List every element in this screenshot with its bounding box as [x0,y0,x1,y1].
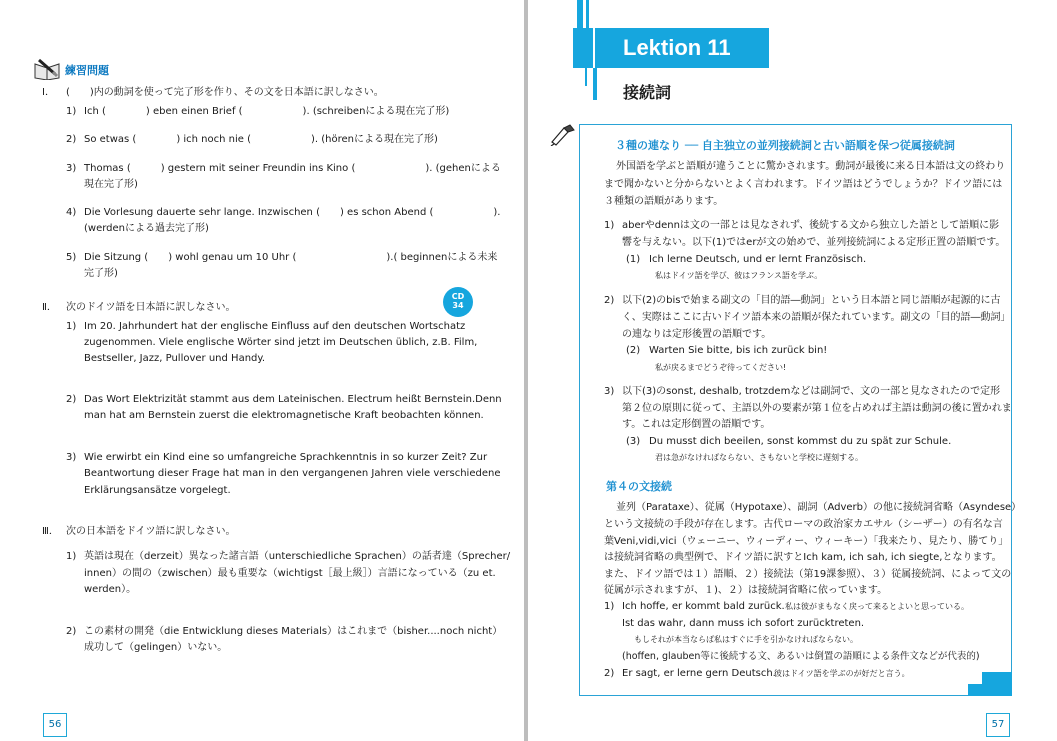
page-number: 56 [43,713,67,737]
section-instruction: 次の日本語をドイツ語に訳しなさい。 [66,526,236,537]
item-line: Thomas ( ) gestern mit seiner Freundin ins Kino ( ). (gehenによる [84,163,501,174]
item-number: 3) [66,163,77,174]
point-line: 第２位の原則に従って、主語以外の要素が第１位を占めれば主語は動詞の後に置かれま [622,403,1012,414]
item-line: Im 20. Jahrhundert hat der englische Einfluss auf den deutschen Wortschatz [84,321,466,332]
box-heading: ３種の連なり ── 自主独立の並列接続詞と古い語順を保つ従属接続詞 [615,139,955,152]
example-translation: 私は彼がまもなく戻って来るとよいと思っている。 [785,602,969,611]
item-line: Beantwortung dieser Frage hat man in den vergangenen Jahren viele verschiedene [84,468,501,479]
item-line: 現在完了形) [84,179,138,190]
item-line: So etwas ( ) ich noch nie ( ). (hörenによる現在完了形) [84,134,438,145]
example-translation: 私が戻るまでどうぞ待ってください! [655,363,787,372]
item-line: 完了形) [84,268,118,279]
paragraph-line: は接続詞省略の典型例で、ドイツ語に訳すとIch kam, ich sah, ich siegte,となります。 [604,552,1002,563]
item-line: Das Wort Elektrizität stammt aus dem Lateinischen. Electrum heißt Bernstein.Denn [84,394,502,405]
example-translation: もしそれが本当ならば私はすぐに手を引かなければならない。 [634,635,858,644]
example-sentence: Ist das wahr, dann muss ich sofort zurücktreten. [622,618,865,629]
item-number: 5) [66,252,77,263]
lesson-banner-inner [593,28,595,68]
frame-corner [968,684,982,696]
point-number: 3) [604,386,615,397]
point-line: 以下(3)のsonst, deshalb, trotzdemなどは副詞で、文の一部と見なされたので定形 [622,386,1001,397]
example-number: 2) [604,668,615,679]
item-line: zugenommen. Viele englische Wörter sind jetzt im Deutschen üblich, z.B. Film, [84,337,478,348]
example-sentence: Ich hoffe, er kommt bald zurück. [622,601,785,612]
cd-track-number: 34 [452,301,464,310]
header-bar [593,68,597,100]
item-line: werden）。 [84,584,137,595]
item-line: Erklärungsansätze vorgelegt. [84,485,231,496]
frame-corner [982,672,1012,696]
point-line: 響を与えない。以下(1)ではerが文の始めで、並列接続詞による定形正置の語順です。 [622,237,1006,248]
intro-line: 外国語を学ぶと語順が違うことに驚かされます。動詞が最後に来る日本語は文の終わり [616,161,1006,172]
example-number: (2) [626,345,641,356]
point-number: 2) [604,295,615,306]
point-line: く、実際はここに古いドイツ語本来の語順が保たれています。副文の「目的語―動詞」 [622,312,1011,323]
example-sentence: Ich lerne Deutsch, und er lernt Französisch. [649,254,867,265]
lesson-title: Lektion 11 [623,35,731,60]
point-line: aberやdennは文の一部とは見なされず、後続する文から独立した語として語順に影 [622,220,1000,231]
intro-line: ３種類の語順があります。 [604,196,724,207]
item-line: Bestseller, Jazz, Pullover und Handy. [84,353,266,364]
section-instruction: 次のドイツ語を日本語に訳しなさい。 [66,302,236,313]
item-number: 2) [66,134,77,145]
exercise-title: 練習問題 [65,64,109,77]
note-line: (hoffen, glauben等に後続する文、あるいは倒置の語順による条件文などが代表的) [622,651,980,662]
point-line: 以下(2)のbisで始まる副文の「目的語―動詞」という日本語と同じ語順が起源的に古 [622,295,1001,306]
item-number: 1) [66,321,77,332]
section-instruction: ( )内の動詞を使って完了形を作り、その文を日本語に訳しなさい。 [66,87,384,98]
item-line: 成功して（gelingen）いない。 [84,642,228,653]
example-sentence: Warten Sie bitte, bis ich zurück bin! [649,345,828,356]
section-numeral: Ⅱ． [42,302,57,313]
example-sentence: Du musst dich beeilen, sonst kommst du zu spät zur Schule. [649,436,952,447]
item-line: innen）の間の（zwischen）最も重要な（wichtigst［最上級］）言語になっている（zu et. [84,568,496,579]
intro-line: まで聞かないと分からないとよく言われます。ドイツ語はどうでしょうか？ドイツ語には [604,179,1003,190]
paragraph-line: また、ドイツ語では１）語順、２）接続法（第19課参照）、３）従属接続詞、によって文の [604,569,1012,580]
item-number: 2) [66,394,77,405]
header-bar [577,0,583,28]
item-line: 英語は現在（derzeit）異なった諸言語（unterschiedliche Sprachen）の話者達（Sprecher/ [84,551,511,562]
pencil-book-icon [33,58,61,80]
page-number: 57 [986,713,1010,737]
paragraph-line: 従属が示されますが、１)、２）は接続詞省略に依っています。 [604,585,888,596]
example-translation: 私はドイツ語を学び、彼はフランス語を学ぶ。 [655,271,823,280]
example-number: (1) [626,254,641,265]
item-line: Ich ( ) eben einen Brief ( ). (schreibenによる現在完了形) [84,106,450,117]
point-line: す。これは定形倒置の語順です。 [622,419,771,430]
item-line: Die Sitzung ( ) wohl genau um 10 Uhr ( ).( beginnenによる未来 [84,252,498,263]
section-numeral: Ⅲ． [42,526,59,537]
header-bar [586,0,589,28]
item-line: (werdenによる過去完了形) [84,223,209,234]
section-numeral: Ⅰ． [42,87,55,98]
example-translation: 君は急がなければならない、さもないと学校に遅刻する。 [655,453,863,462]
example-number: 1) [604,601,615,612]
example-translation: 彼はドイツ語を学ぶのが好だと言う。 [774,669,910,678]
point-line: の連なりは定形後置の語順です。 [622,329,772,340]
right-page [528,0,1057,741]
example-sentence: Er sagt, er lerne gern Deutsch. [622,668,776,679]
writing-hand-icon [550,124,576,146]
item-number: 1) [66,106,77,117]
item-line: Die Vorlesung dauerte sehr lange. Inzwischen ( ) es schon Abend ( ). [84,207,501,218]
item-number: 2) [66,626,77,637]
item-line: Wie erwirbt ein Kind eine so umfangreiche Sprachkenntnis in so kurzer Zeit? Zur [84,452,488,463]
paragraph-line: 並列（Parataxe）、従属（Hypotaxe）、副詞（Adverb）の他に接続詞省略（Asyndese） [616,502,1022,513]
item-line: この素材の開発（die Entwicklung dieses Materials）はこれまで（bisher....noch nicht） [84,626,503,637]
item-number: 1) [66,551,77,562]
item-line: man hat am Bernstein zuerst die elektromagnetische Kraft beobachten können. [84,410,484,421]
paragraph-line: 葉Veni,vidi,vici（ウェーニー、ウィーディー、ウィーキー）「我来たり、見たり、勝てり」 [604,536,1009,547]
point-number: 1) [604,220,615,231]
example-number: (3) [626,436,641,447]
cd-label: CD [451,292,465,301]
lesson-subtitle: 接続詞 [623,83,672,102]
subheading: 第４の文接続 [606,480,672,493]
left-page [0,0,524,741]
item-number: 4) [66,207,77,218]
item-number: 3) [66,452,77,463]
cd-icon[interactable] [443,287,473,317]
paragraph-line: という文接続の手段が存在します。古代ローマの政治家カエサル（シーザー）の有名な言 [604,519,1003,530]
header-bar [585,68,587,86]
